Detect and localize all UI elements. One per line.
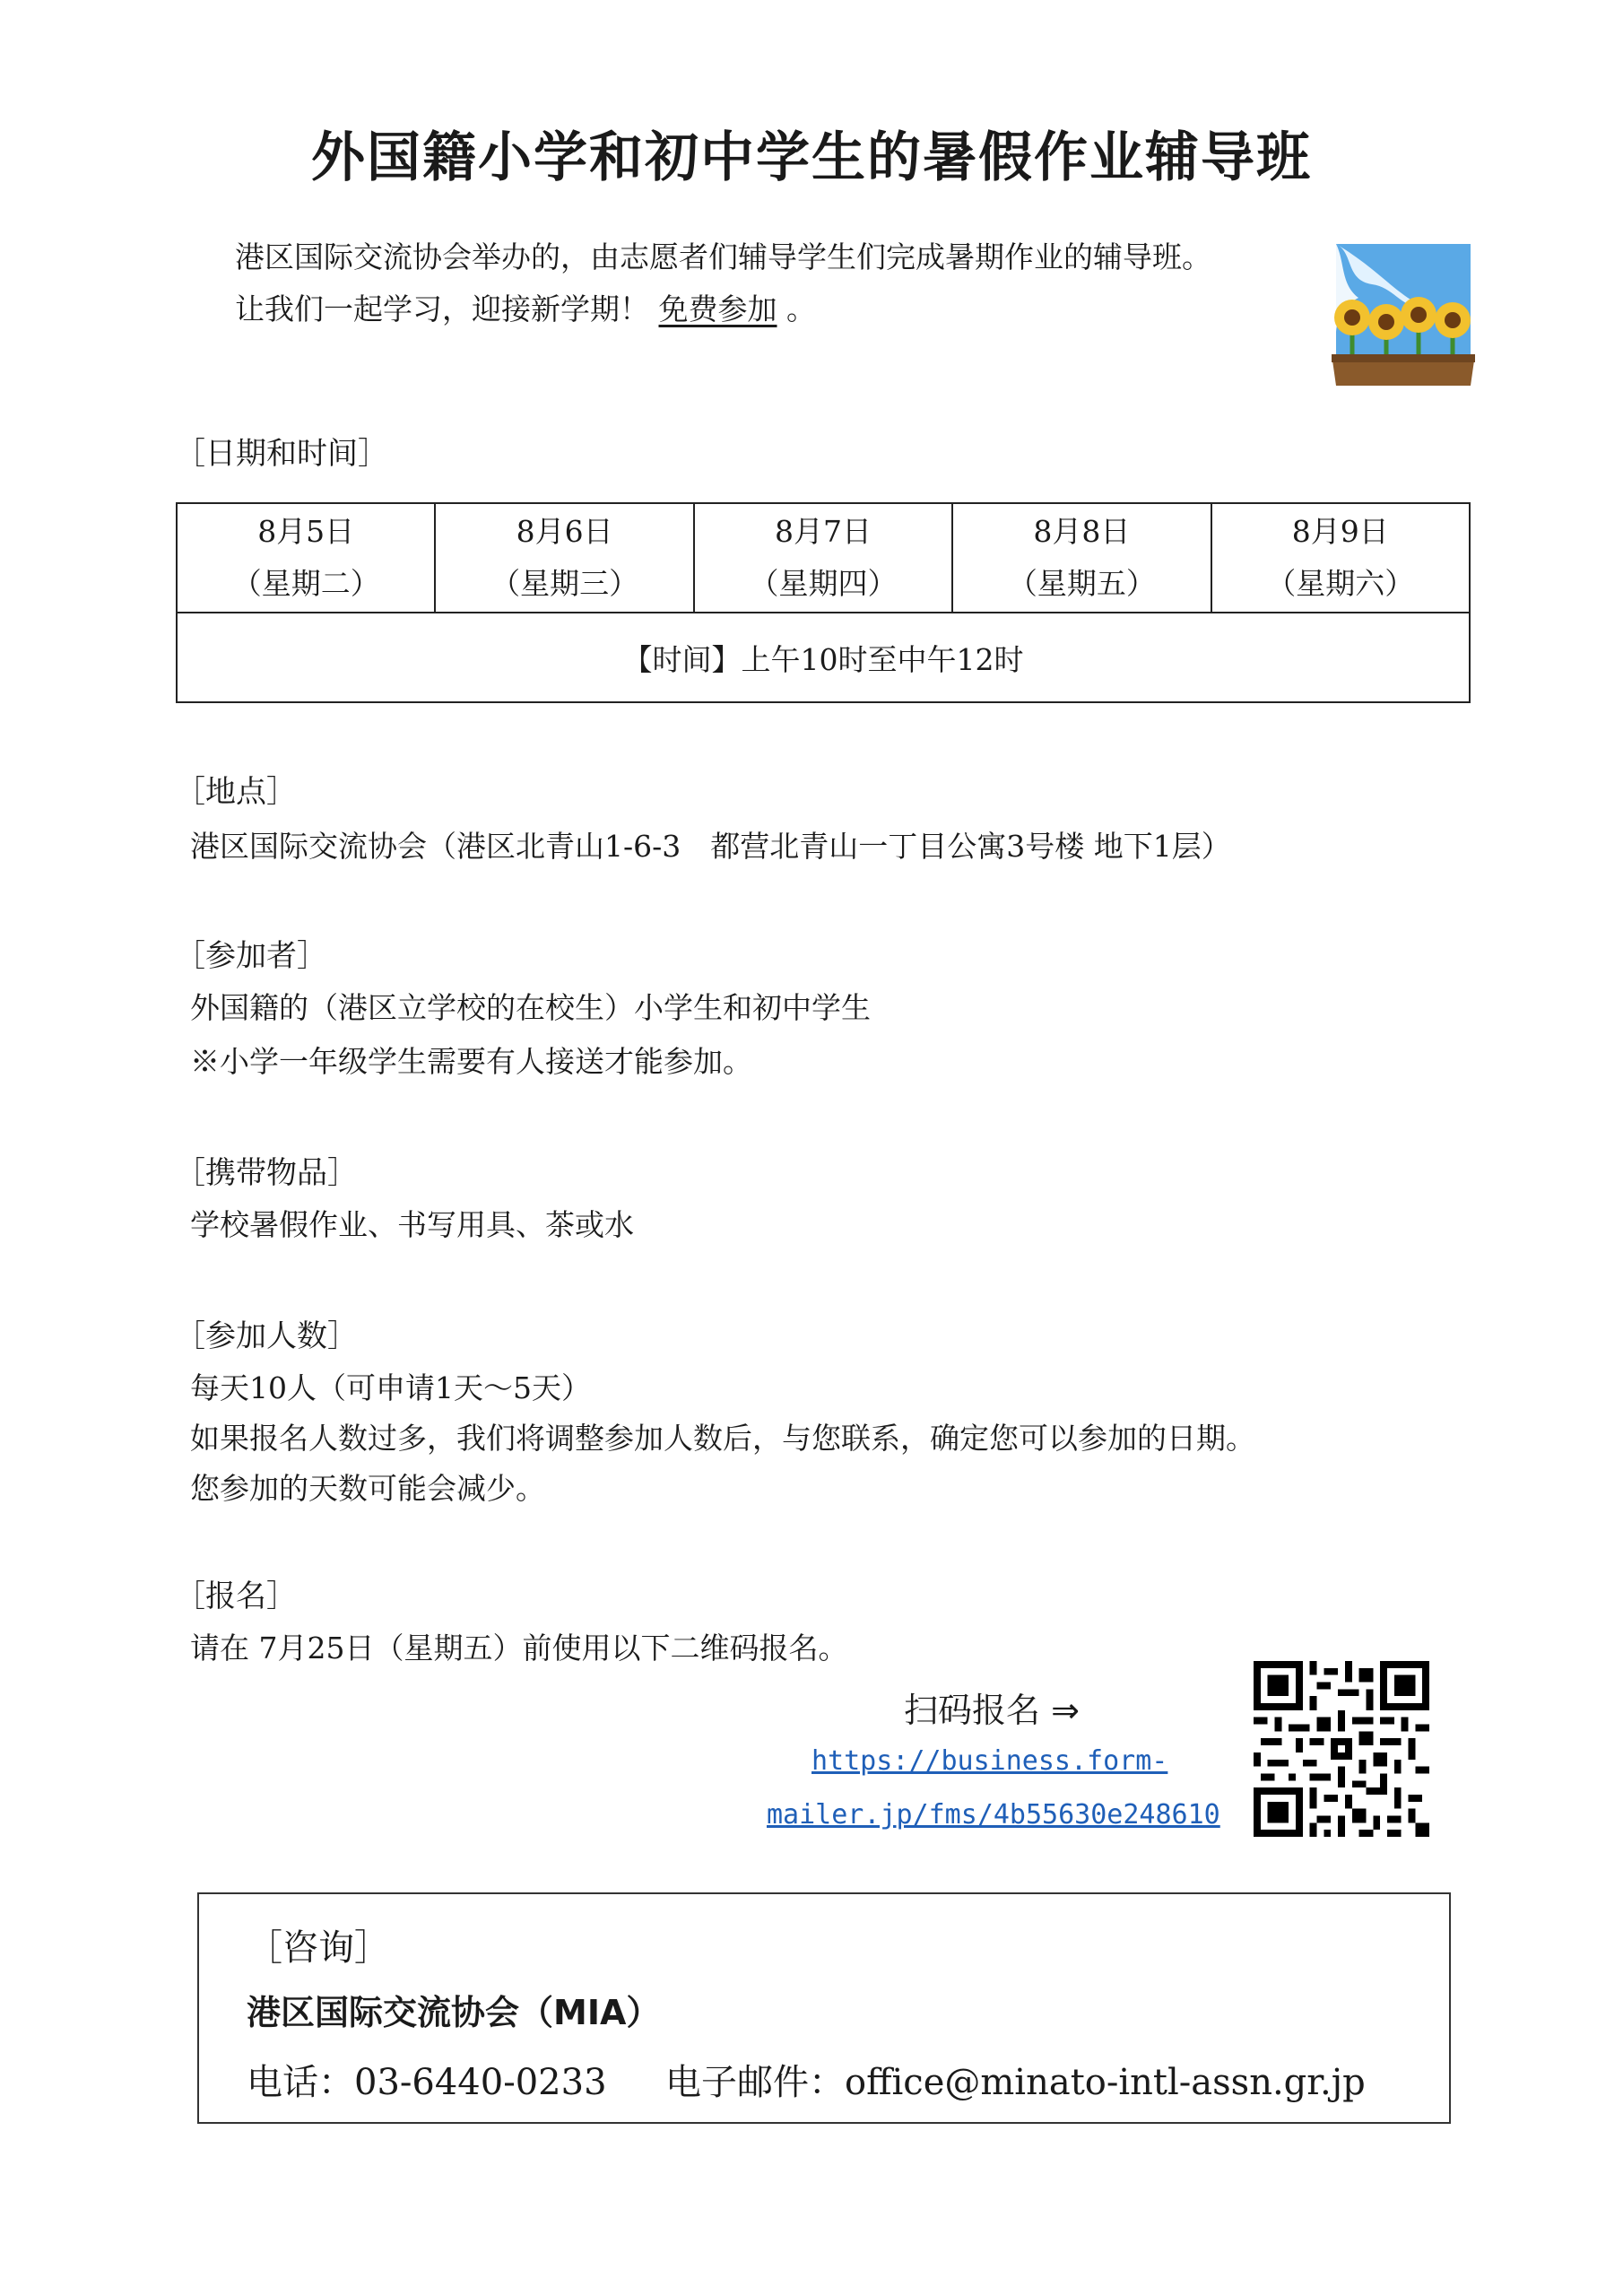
day-weekday: （星期六） — [1266, 566, 1415, 601]
participants-heading: ［参加者］ — [175, 938, 327, 974]
day-cell — [694, 503, 952, 613]
registration-url-line-1[interactable]: https://business.form- — [812, 1745, 1168, 1777]
intro-line-2-suffix: 。 — [786, 291, 816, 326]
day-cell — [952, 503, 1211, 613]
schedule-table — [176, 502, 1471, 703]
location-text: 港区国际交流协会（港区北青山1-6-3 都营北青山一丁目公寓3号楼 地下1层） — [190, 829, 1231, 864]
intro-line-2 — [235, 283, 816, 335]
intro-line-1: 港区国际交流协会举办的，由志愿者们辅导学生们完成暑期作业的辅导班。 — [235, 239, 1211, 274]
day-cell — [1211, 503, 1470, 613]
day-cell — [177, 503, 435, 613]
day-date: 8月6日 — [516, 514, 613, 549]
day-weekday: （星期四） — [749, 566, 898, 601]
day-cell — [435, 503, 693, 613]
capacity-line-3: 您参加的天数可能会减少。 — [190, 1471, 545, 1506]
capacity-line-2: 如果报名人数过多，我们将调整参加人数后，与您联系，确定您可以参加的日期。 — [190, 1421, 1255, 1456]
items-text: 学校暑假作业、书写用具、茶或水 — [190, 1207, 634, 1242]
capacity-heading: ［参加人数］ — [175, 1318, 358, 1354]
scan-label: 扫码报名 ⇒ — [904, 1691, 1080, 1730]
day-date: 8月8日 — [1033, 514, 1131, 549]
location-heading: ［地点］ — [175, 774, 297, 810]
day-date: 8月5日 — [257, 514, 355, 549]
intro-line-2-text: 让我们一起学习，迎接新学期！ — [235, 291, 649, 326]
day-date: 8月9日 — [1291, 514, 1389, 549]
contact-phone: 电话：03-6440-0233 — [247, 2062, 607, 2103]
day-date: 8月7日 — [774, 514, 872, 549]
registration-text: 请在 7月25日（星期五）前使用以下二维码报名。 — [190, 1631, 848, 1665]
items-heading: ［携带物品］ — [175, 1155, 358, 1191]
contact-email: 电子邮件：office@minato-intl-assn.gr.jp — [665, 2062, 1366, 2103]
contact-heading: ［咨询］ — [247, 1927, 390, 1969]
schedule-heading: ［日期和时间］ — [175, 436, 388, 472]
capacity-line-1: 每天10人（可申请1天～5天） — [190, 1370, 591, 1405]
time-cell: 【时间】上午10时至中午12时 — [177, 613, 1470, 702]
free-label: 免费参加 — [658, 291, 777, 326]
day-weekday: （星期三） — [490, 566, 639, 601]
participants-line-2: ※小学一年级学生需要有人接送才能参加。 — [190, 1044, 752, 1079]
participants-line-1: 外国籍的（港区立学校的在校生）小学生和初中学生 — [190, 990, 871, 1025]
day-weekday: （星期五） — [1007, 566, 1156, 601]
day-weekday: （星期二） — [231, 566, 380, 601]
qr-code[interactable] — [1254, 1661, 1429, 1837]
sunflowers-illustration — [1318, 235, 1480, 396]
page-title: 外国籍小学和初中学生的暑假作业辅导班 — [311, 126, 1312, 189]
registration-heading: ［报名］ — [175, 1578, 297, 1614]
contact-org: 港区国际交流协会（MIA） — [247, 1993, 661, 2032]
registration-url-line-2[interactable]: mailer.jp/fms/4b55630e248610 — [767, 1799, 1220, 1831]
